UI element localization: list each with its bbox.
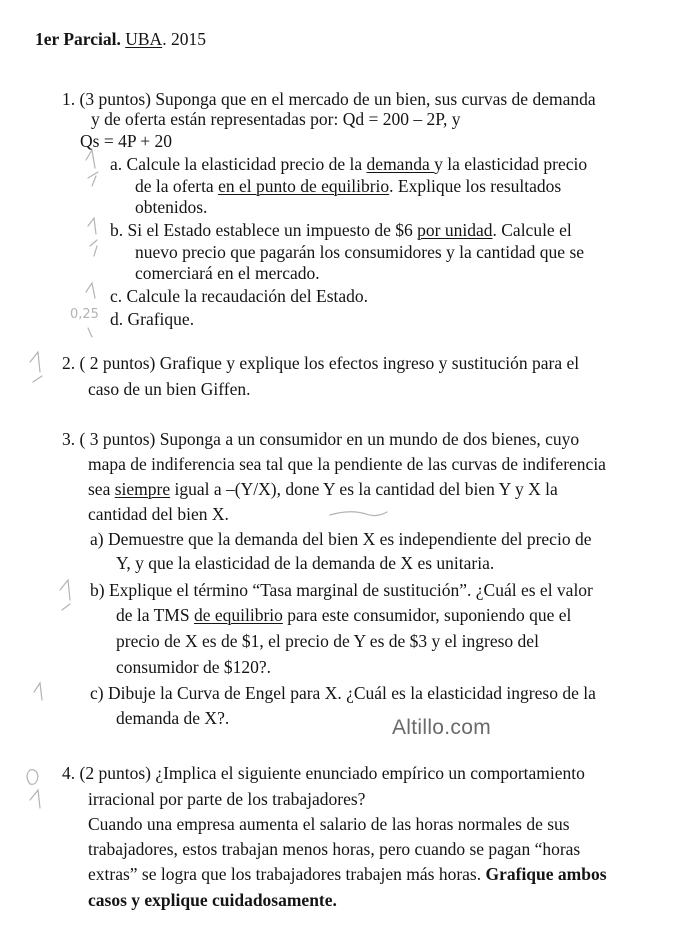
q1a-underline-1: demanda [366, 154, 435, 174]
q2-line-1: 2. ( 2 puntos) Grafique y explique los efectos ingreso y sustitución para el [62, 353, 580, 373]
q1c-line: c. Calcule la recaudación del Estado. [110, 286, 369, 306]
q3a-line-2: Y, y que la elasticidad de la demanda de X es unitaria. [116, 553, 495, 573]
q3b-line-4: consumidor de $120?. [116, 657, 272, 677]
q1b-text-2: . Calcule el [492, 220, 572, 240]
q1-line-2: y de oferta están representadas por: Qd = 200 – 2P, y [91, 109, 461, 129]
pencil-mark-q4 [30, 790, 40, 808]
header-institution: UBA [125, 29, 163, 49]
q3-underline: siempre [114, 479, 171, 499]
pencil-mark-q1d-tick [88, 328, 92, 337]
q3-line-4: cantidad del bien X. [88, 504, 229, 524]
pencil-mark-q1b [88, 218, 97, 256]
q4-line-1: 4. (2 puntos) ¿Implica el siguiente enunciado empírico un comportamiento [62, 763, 585, 783]
q1a-text-3: de la oferta [135, 176, 219, 196]
q4-bold-1: Grafique ambos [485, 864, 607, 884]
q1b-line-3: comerciará en el mercado. [135, 263, 320, 283]
pencil-mark-q3 [330, 512, 387, 516]
q1a-text-4: . Explique los resultados [389, 176, 562, 196]
q4-text: extras” se logra que los trabajadores trabajen más horas. [88, 864, 486, 884]
q3-line-1: 3. ( 3 puntos) Suponga a un consumidor en un mundo de dos bienes, cuyo [62, 429, 580, 449]
q4-line-4: trabajadores, estos trabajan menos horas, pero cuando se pagan “horas [88, 839, 581, 859]
q4-line-6: casos y explique cuidadosamente. [88, 890, 337, 910]
q1-line-1: 1. (3 puntos) Suponga que en el mercado de un bien, sus curvas de demanda [62, 89, 596, 109]
q1-line-3: Qs = 4P + 20 [80, 131, 173, 151]
q3b-text-1: de la TMS [116, 605, 194, 625]
q4-line-2: irracional por parte de los trabajadores? [88, 789, 366, 809]
q1a-underline-2: en el punto de equilibrio [218, 176, 390, 196]
pencil-mark-q3c [34, 683, 42, 700]
pencil-mark-q4-zero [27, 770, 38, 785]
q3a-line-1: a) Demuestre que la demanda del bien X es independiente del precio de [90, 529, 592, 549]
header-title: 1er Parcial. [35, 29, 121, 49]
q1a-text-2: y la elasticidad precio [434, 154, 588, 174]
q1d-line: d. Grafique. [110, 309, 195, 329]
q3-text-2: igual a –(Y/X), done Y es la cantidad del bien Y y X la [170, 479, 558, 499]
q1a-line-3: obtenidos. [135, 197, 208, 217]
q4-line-3: Cuando una empresa aumenta el salario de las horas normales de sus [88, 814, 570, 834]
q2-line-2: caso de un bien Giffen. [88, 379, 251, 399]
q3c-line-2: demanda de X?. [116, 708, 230, 728]
q3b-text-2: para este consumidor, suponiendo que el [282, 605, 572, 625]
header-year: . 2015 [162, 29, 206, 49]
q1b-underline: por unidad [417, 220, 493, 240]
q1b-line-2: nuevo precio que pagarán los consumidores y la cantidad que se [135, 242, 585, 262]
pencil-mark-q1a [86, 150, 98, 186]
q3c-line-1: c) Dibuje la Curva de Engel para X. ¿Cuál es la elasticidad ingreso de la [90, 683, 596, 703]
q1b-text-1: b. Si el Estado establece un impuesto de $6 [110, 220, 418, 240]
pencil-mark-q3b [60, 580, 70, 610]
q3b-underline: de equilibrio [193, 605, 283, 625]
pencil-score-q1d: 0,25 [70, 307, 99, 322]
q3-line-2: mapa de indiferencia sea tal que la pendiente de las curvas de indiferencia [88, 454, 606, 474]
pencil-mark-q1c [86, 283, 95, 298]
watermark-logo: Altillo.com [392, 716, 491, 739]
q3-text-1: sea [88, 479, 115, 499]
pencil-mark-q2 [30, 352, 42, 382]
q3b-line-3: precio de X es de $1, el precio de Y es de $3 y el ingreso del [116, 631, 539, 651]
q3b-line-1: b) Explique el término “Tasa marginal de sustitución”. ¿Cuál es el valor [90, 580, 593, 600]
q1a-text-1: a. Calcule la elasticidad precio de la [110, 154, 367, 174]
